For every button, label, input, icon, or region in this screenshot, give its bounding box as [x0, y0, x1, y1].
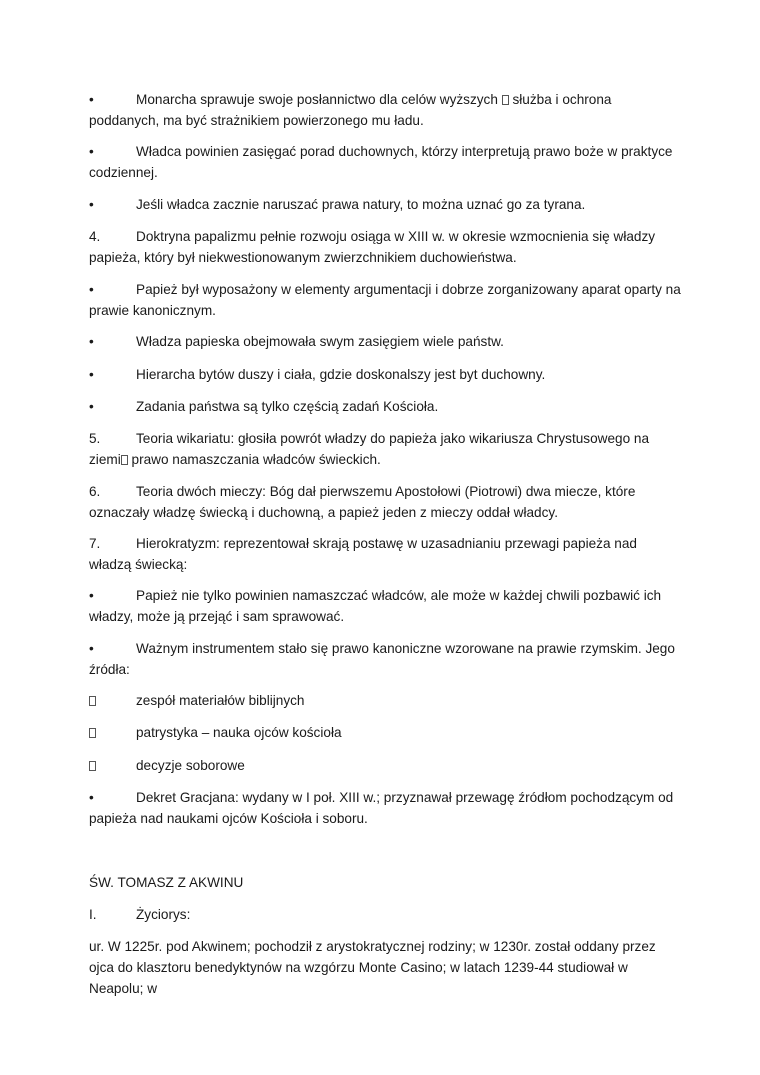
- paragraph-text: zespół materiałów biblijnych: [136, 693, 305, 708]
- paragraph-text: Ważnym instrumentem stało się prawo kanoniczne wzorowane na prawie rzymskim. Jego źródła:: [89, 641, 675, 677]
- missing-glyph-icon: [89, 696, 96, 706]
- list-item: [89, 226, 681, 268]
- list-item: [89, 279, 681, 321]
- list-item: [89, 396, 681, 417]
- paragraph-text-part: prawo namaszczania władców świeckich.: [127, 452, 381, 467]
- missing-glyph-icon: [89, 728, 96, 738]
- paragraph-text: Hierarcha bytów duszy i ciała, gdzie doskonalszy jest byt duchowny.: [136, 367, 546, 382]
- missing-glyph-marker: [89, 755, 136, 776]
- bullet-marker: •: [89, 367, 94, 382]
- bullet-marker: •: [89, 282, 94, 297]
- paragraph-text: Władca powinien zasięgać porad duchownych, którzy interpretują prawo boże w praktyce codziennej.: [89, 144, 673, 180]
- bullet-marker: •: [89, 92, 94, 107]
- missing-glyph-marker: [89, 722, 136, 743]
- paragraph-text: Władza papieska obejmowała swym zasięgiem wiele państw.: [136, 334, 504, 349]
- missing-glyph-icon: [121, 455, 128, 465]
- paragraph-text: Jeśli władca zacznie naruszać prawa natury, to można uznać go za tyrana.: [136, 197, 586, 212]
- list-item: [89, 585, 681, 627]
- number-marker: 6.: [89, 484, 101, 499]
- bullet-marker: •: [89, 399, 94, 414]
- paragraph-text-part: służba i ochrona poddanych, ma być strażnikiem powierzonego mu ładu.: [89, 92, 612, 128]
- paragraph-text: Papież nie tylko powinien namaszczać władców, ale może w każdej chwili pozbawić ich władzy, może ją przejąć i sam sprawować.: [89, 588, 662, 624]
- bullet-marker: •: [89, 641, 94, 656]
- list-item: [89, 331, 681, 352]
- paragraph-text: Dekret Gracjana: wydany w I poł. XIII w.; przyznawał przewagę źródłom pochodzącym od papieża nad naukami ojców Kościoła i soboru.: [89, 790, 674, 826]
- bullet-marker: •: [89, 334, 94, 349]
- bullet-marker: •: [89, 197, 94, 212]
- subsection-heading: [89, 904, 681, 925]
- paragraph-text: Teoria dwóch mieczy: Bóg dał pierwszemu Apostołowi (Piotrowi) dwa miecze, które oznaczały władzę świecką i duchowną, a papież jeden z mieczy oddał władcy.: [89, 484, 636, 520]
- number-marker: 5.: [89, 431, 101, 446]
- paragraph-text: patrystyka – nauka ojców kościoła: [136, 725, 342, 740]
- paragraph-text: Hierokratyzm: reprezentował skrają postawę w uzasadnianiu przewagi papieża nad władzą świecką:: [89, 536, 637, 572]
- number-marker: 7.: [89, 536, 101, 551]
- list-item: [89, 364, 681, 385]
- list-item: [89, 89, 681, 131]
- list-item: [89, 638, 681, 680]
- list-item: [89, 755, 681, 776]
- list-item: [89, 722, 681, 743]
- bullet-marker: •: [89, 144, 94, 159]
- list-item: [89, 690, 681, 711]
- list-item: [89, 428, 681, 470]
- paragraph-text: decyzje soborowe: [136, 758, 245, 773]
- paragraph-text-part: Monarcha sprawuje swoje posłannictwo dla celów wyższych: [136, 92, 498, 107]
- missing-glyph-icon: [89, 761, 96, 771]
- paragraph-text: Zadania państwa są tylko częścią zadań Kościoła.: [136, 399, 439, 414]
- list-item: [89, 194, 681, 215]
- section-heading: ŚW. TOMASZ Z AKWINU: [89, 875, 244, 890]
- paragraph-text-part: Teoria wikariatu: głosiła powrót władzy do papieża jako wikariusza Chrystusowego na ziemi: [89, 431, 650, 467]
- paragraph-text: Papież był wyposażony w elementy argumentacji i dobrze zorganizowany aparat oparty na prawie kanonicznym.: [89, 282, 681, 318]
- bio-paragraph: ur. W 1225r. pod Akwinem; pochodził z arystokratycznej rodziny; w 1230r. został oddany przez ojca do klasztoru benedyktynów na wzgórzu Monte Casino; w latach 1239-44 studiował w Neapolu; w: [89, 939, 656, 996]
- subsection-text: Życiorys:: [136, 907, 191, 922]
- list-item: [89, 481, 681, 523]
- bullet-marker: •: [89, 790, 94, 805]
- bullet-marker: •: [89, 588, 94, 603]
- list-item: [89, 141, 681, 183]
- number-marker: 4.: [89, 229, 101, 244]
- list-item: [89, 787, 681, 829]
- missing-glyph-icon: [502, 95, 509, 105]
- list-item: [89, 533, 681, 575]
- paragraph-text: Doktryna papalizmu pełnie rozwoju osiąga w XIII w. w okresie wzmocnienia się władzy papieża, który był niekwestionowanym zwierzchnikiem duchowieństwa.: [89, 229, 656, 265]
- missing-glyph-marker: [89, 690, 136, 711]
- roman-marker: I.: [89, 907, 97, 922]
